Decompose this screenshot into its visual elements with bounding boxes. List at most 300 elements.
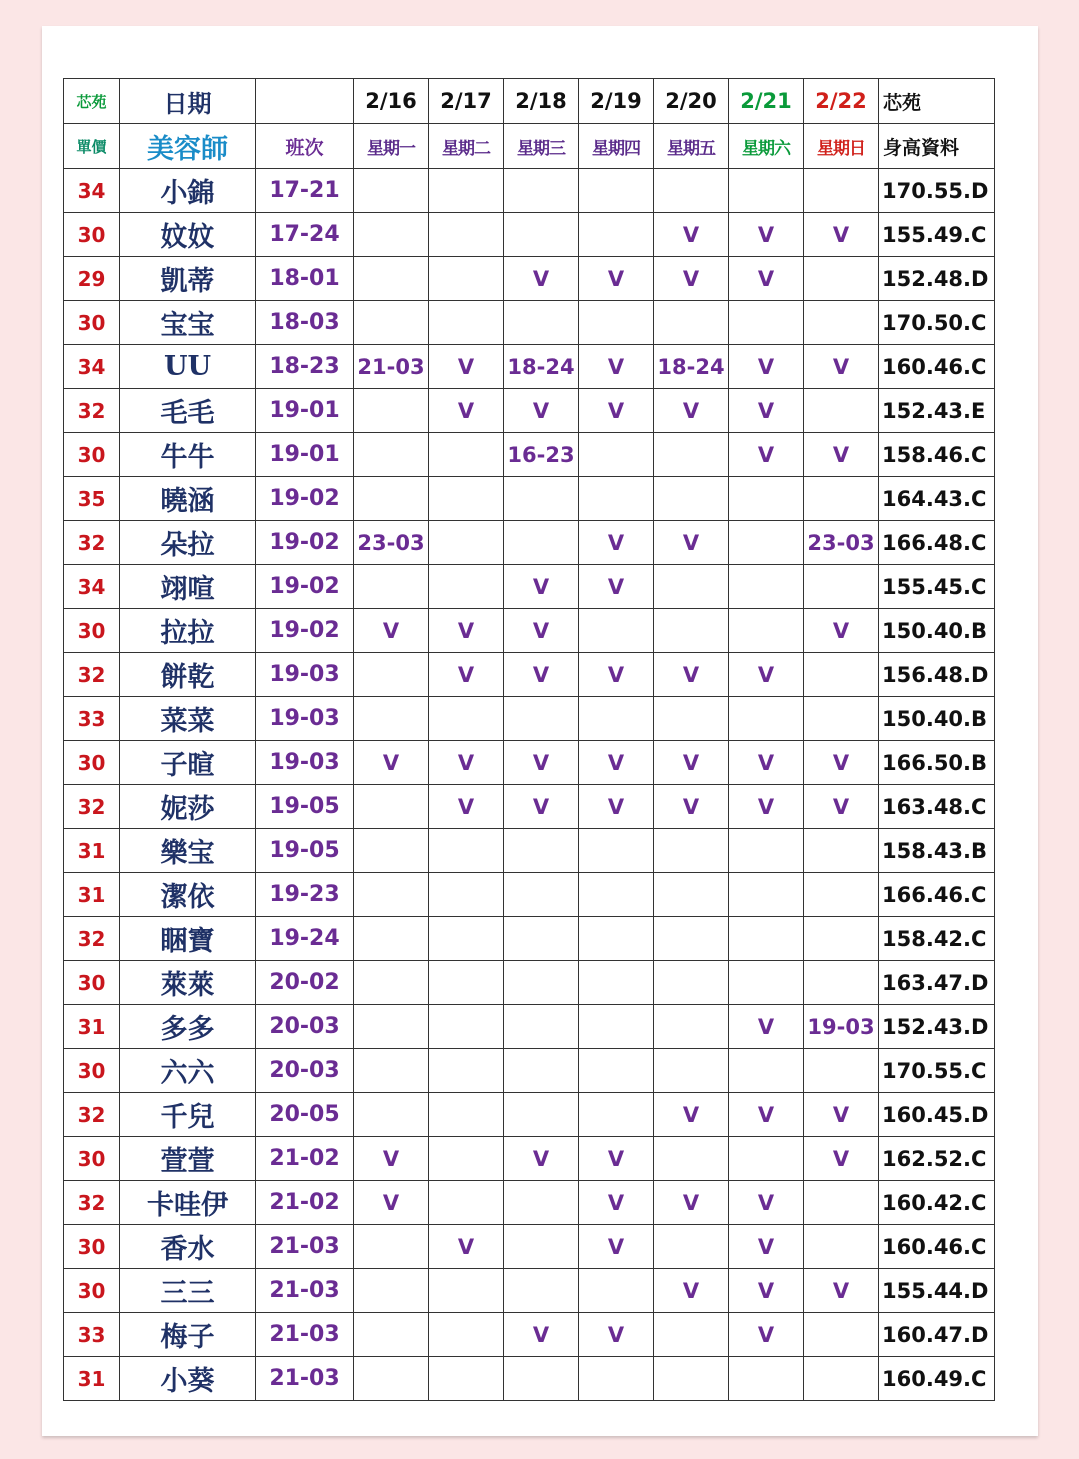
day-availability-cell: V: [729, 1093, 804, 1137]
day-availability-cell: [504, 477, 579, 521]
table-row: [64, 609, 995, 653]
day-availability-cell: [804, 1225, 879, 1269]
day-availability-cell: [504, 1005, 579, 1049]
beautician-name-cell: 三三: [120, 1269, 256, 1313]
table-row: [64, 433, 995, 477]
unit-price-cell: 35: [64, 477, 120, 521]
beautician-name-cell: 菜菜: [120, 697, 256, 741]
shift-cell: 19-03: [256, 741, 354, 785]
date-cell-0: 2/16: [354, 79, 429, 124]
height-info-cell: 158.46.C: [879, 433, 995, 477]
day-availability-cell: [429, 1005, 504, 1049]
day-availability-cell: [504, 521, 579, 565]
day-availability-cell: [429, 433, 504, 477]
height-info-cell: 160.46.C: [879, 345, 995, 389]
day-availability-cell: V: [429, 609, 504, 653]
day-availability-cell: [579, 1269, 654, 1313]
day-availability-cell: V: [504, 257, 579, 301]
day-availability-cell: V: [504, 741, 579, 785]
beautician-name-cell: 六六: [120, 1049, 256, 1093]
day-availability-cell: V: [579, 257, 654, 301]
beautician-name-cell: 牛牛: [120, 433, 256, 477]
unit-price-cell: 31: [64, 829, 120, 873]
unit-price-cell: 33: [64, 1313, 120, 1357]
beautician-label: 美容師: [120, 124, 256, 169]
day-availability-cell: [804, 169, 879, 213]
date-cell-6: 2/22: [804, 79, 879, 124]
day-availability-cell: [654, 433, 729, 477]
day-availability-cell: [579, 433, 654, 477]
day-availability-cell: [354, 301, 429, 345]
day-availability-cell: [579, 961, 654, 1005]
info-top-label: 芯苑: [879, 79, 995, 124]
unit-price-cell: 32: [64, 1093, 120, 1137]
unit-price-cell: 31: [64, 1357, 120, 1401]
day-availability-cell: [579, 213, 654, 257]
beautician-name-cell: 子暄: [120, 741, 256, 785]
beautician-name-cell: 餅乾: [120, 653, 256, 697]
day-availability-cell: V: [579, 741, 654, 785]
height-info-cell: 150.40.B: [879, 697, 995, 741]
day-availability-cell: [729, 697, 804, 741]
shift-cell: 19-03: [256, 697, 354, 741]
beautician-name-cell: 卡哇伊: [120, 1181, 256, 1225]
day-availability-cell: [354, 697, 429, 741]
unit-price-cell: 32: [64, 1181, 120, 1225]
height-info-cell: 158.43.B: [879, 829, 995, 873]
shift-cell: 21-03: [256, 1269, 354, 1313]
day-availability-cell: [504, 1093, 579, 1137]
day-availability-cell: [729, 1049, 804, 1093]
day-availability-cell: [654, 917, 729, 961]
beautician-name-cell: 潔依: [120, 873, 256, 917]
day-availability-cell: V: [804, 1093, 879, 1137]
table-row: [64, 1137, 995, 1181]
shift-cell: 19-02: [256, 565, 354, 609]
table-row: [64, 565, 995, 609]
day-availability-cell: [579, 917, 654, 961]
unit-price-cell: 30: [64, 609, 120, 653]
day-availability-cell: [504, 1225, 579, 1269]
day-availability-cell: [579, 477, 654, 521]
day-availability-cell: 18-24: [654, 345, 729, 389]
day-availability-cell: [429, 1357, 504, 1401]
day-availability-cell: V: [504, 1137, 579, 1181]
table-row: [64, 477, 995, 521]
day-availability-cell: V: [429, 389, 504, 433]
day-availability-cell: [504, 697, 579, 741]
height-info-cell: 160.45.D: [879, 1093, 995, 1137]
day-availability-cell: [654, 1357, 729, 1401]
day-availability-cell: [579, 873, 654, 917]
day-availability-cell: [729, 301, 804, 345]
height-info-cell: 170.55.C: [879, 1049, 995, 1093]
day-availability-cell: [804, 1357, 879, 1401]
height-info-cell: 163.48.C: [879, 785, 995, 829]
day-availability-cell: V: [804, 785, 879, 829]
day-availability-cell: V: [804, 213, 879, 257]
day-availability-cell: [504, 873, 579, 917]
day-availability-cell: 19-03: [804, 1005, 879, 1049]
day-availability-cell: [504, 169, 579, 213]
unit-price-cell: 31: [64, 873, 120, 917]
shift-cell: 21-02: [256, 1181, 354, 1225]
day-availability-cell: V: [654, 1093, 729, 1137]
shift-cell: 19-24: [256, 917, 354, 961]
date-cell-4: 2/20: [654, 79, 729, 124]
day-availability-cell: [504, 1049, 579, 1093]
table-row: [64, 1093, 995, 1137]
table-row: [64, 653, 995, 697]
day-availability-cell: [504, 961, 579, 1005]
day-availability-cell: [729, 477, 804, 521]
day-availability-cell: [654, 961, 729, 1005]
beautician-name-cell: 宝宝: [120, 301, 256, 345]
day-availability-cell: [579, 1093, 654, 1137]
day-availability-cell: [804, 1313, 879, 1357]
day-availability-cell: [579, 1049, 654, 1093]
day-availability-cell: [804, 917, 879, 961]
day-availability-cell: [654, 1225, 729, 1269]
day-availability-cell: V: [579, 389, 654, 433]
day-availability-cell: [429, 1093, 504, 1137]
day-availability-cell: V: [654, 653, 729, 697]
beautician-name-cell: 小錦: [120, 169, 256, 213]
day-availability-cell: V: [729, 1269, 804, 1313]
unit-price-cell: 32: [64, 785, 120, 829]
day-availability-cell: V: [354, 1137, 429, 1181]
day-availability-cell: V: [654, 257, 729, 301]
day-availability-cell: [729, 1137, 804, 1181]
day-availability-cell: V: [654, 1181, 729, 1225]
shift-cell: 19-03: [256, 653, 354, 697]
day-availability-cell: V: [354, 741, 429, 785]
day-availability-cell: [429, 213, 504, 257]
day-availability-cell: [354, 389, 429, 433]
day-availability-cell: 16-23: [504, 433, 579, 477]
weekday-cell-2: 星期三: [504, 124, 579, 169]
unit-price-label: 單價: [64, 124, 120, 169]
day-availability-cell: [654, 873, 729, 917]
day-availability-cell: [729, 169, 804, 213]
day-availability-cell: [729, 609, 804, 653]
beautician-name-cell: 曉涵: [120, 477, 256, 521]
shift-cell: 19-01: [256, 433, 354, 477]
day-availability-cell: [729, 917, 804, 961]
table-row: [64, 1357, 995, 1401]
day-availability-cell: [579, 1357, 654, 1401]
schedule-table: [63, 78, 995, 1401]
day-availability-cell: [729, 521, 804, 565]
day-availability-cell: [429, 1313, 504, 1357]
height-info-cell: 164.43.C: [879, 477, 995, 521]
day-availability-cell: [579, 301, 654, 345]
day-availability-cell: [654, 565, 729, 609]
day-availability-cell: V: [804, 433, 879, 477]
unit-price-cell: 30: [64, 1225, 120, 1269]
day-availability-cell: V: [729, 653, 804, 697]
day-availability-cell: V: [579, 1313, 654, 1357]
beautician-name-cell: 拉拉: [120, 609, 256, 653]
unit-price-cell: 34: [64, 169, 120, 213]
unit-price-cell: 30: [64, 213, 120, 257]
day-availability-cell: [729, 1357, 804, 1401]
unit-price-cell: 34: [64, 345, 120, 389]
beautician-name-cell: 妏妏: [120, 213, 256, 257]
weekday-cell-1: 星期二: [429, 124, 504, 169]
unit-price-cell: 32: [64, 917, 120, 961]
unit-price-cell: 29: [64, 257, 120, 301]
day-availability-cell: V: [654, 785, 729, 829]
day-availability-cell: [354, 1093, 429, 1137]
day-availability-cell: [429, 1049, 504, 1093]
day-availability-cell: V: [729, 389, 804, 433]
unit-price-cell: 32: [64, 653, 120, 697]
beautician-name-cell: 樂宝: [120, 829, 256, 873]
unit-price-cell: 32: [64, 389, 120, 433]
day-availability-cell: [354, 1005, 429, 1049]
day-availability-cell: [429, 565, 504, 609]
height-info-cell: 160.46.C: [879, 1225, 995, 1269]
day-availability-cell: [654, 1005, 729, 1049]
date-label: 日期: [120, 79, 256, 124]
unit-price-cell: 30: [64, 961, 120, 1005]
day-availability-cell: V: [729, 1181, 804, 1225]
day-availability-cell: [504, 829, 579, 873]
day-availability-cell: V: [579, 1137, 654, 1181]
day-availability-cell: V: [729, 785, 804, 829]
day-availability-cell: [429, 873, 504, 917]
table-row: [64, 345, 995, 389]
day-availability-cell: [354, 917, 429, 961]
day-availability-cell: V: [504, 609, 579, 653]
day-availability-cell: [354, 565, 429, 609]
beautician-name-cell: 翊喧: [120, 565, 256, 609]
beautician-name-cell: 毛毛: [120, 389, 256, 433]
day-availability-cell: [729, 961, 804, 1005]
weekday-cell-4: 星期五: [654, 124, 729, 169]
day-availability-cell: V: [804, 345, 879, 389]
day-availability-cell: [429, 961, 504, 1005]
day-availability-cell: V: [354, 609, 429, 653]
day-availability-cell: V: [729, 1005, 804, 1049]
day-availability-cell: [504, 1269, 579, 1313]
height-info-cell: 170.55.D: [879, 169, 995, 213]
height-info-cell: 155.49.C: [879, 213, 995, 257]
shift-cell: 19-02: [256, 609, 354, 653]
day-availability-cell: [654, 1137, 729, 1181]
height-info-cell: 155.44.D: [879, 1269, 995, 1313]
table-row: [64, 1005, 995, 1049]
day-availability-cell: [504, 1181, 579, 1225]
table-row: [64, 521, 995, 565]
day-availability-cell: V: [429, 785, 504, 829]
table-row: [64, 1049, 995, 1093]
day-availability-cell: 23-03: [354, 521, 429, 565]
unit-price-cell: 30: [64, 433, 120, 477]
day-availability-cell: [729, 829, 804, 873]
table-row: [64, 873, 995, 917]
table-row: [64, 785, 995, 829]
beautician-name-cell: 朵拉: [120, 521, 256, 565]
table-row: [64, 697, 995, 741]
shift-cell: 18-01: [256, 257, 354, 301]
day-availability-cell: [804, 301, 879, 345]
height-info-cell: 160.47.D: [879, 1313, 995, 1357]
day-availability-cell: [654, 697, 729, 741]
day-availability-cell: V: [429, 653, 504, 697]
day-availability-cell: [504, 1357, 579, 1401]
shift-cell: 19-02: [256, 521, 354, 565]
day-availability-cell: V: [654, 389, 729, 433]
day-availability-cell: V: [729, 345, 804, 389]
weekday-cell-5: 星期六: [729, 124, 804, 169]
height-info-cell: 170.50.C: [879, 301, 995, 345]
table-row: [64, 1225, 995, 1269]
day-availability-cell: [354, 1357, 429, 1401]
day-availability-cell: [804, 1049, 879, 1093]
height-info-cell: 155.45.C: [879, 565, 995, 609]
day-availability-cell: V: [729, 213, 804, 257]
day-availability-cell: V: [804, 1137, 879, 1181]
day-availability-cell: 21-03: [354, 345, 429, 389]
day-availability-cell: [804, 653, 879, 697]
table-row: [64, 389, 995, 433]
height-info-cell: 166.46.C: [879, 873, 995, 917]
table-row: [64, 213, 995, 257]
day-availability-cell: 23-03: [804, 521, 879, 565]
shift-cell: 21-03: [256, 1313, 354, 1357]
day-availability-cell: V: [579, 1181, 654, 1225]
day-availability-cell: V: [579, 345, 654, 389]
shift-cell: 19-02: [256, 477, 354, 521]
day-availability-cell: [804, 389, 879, 433]
weekday-cell-3: 星期四: [579, 124, 654, 169]
beautician-name-cell: 萱萱: [120, 1137, 256, 1181]
beautician-name-cell: 妮莎: [120, 785, 256, 829]
table-row: [64, 829, 995, 873]
day-availability-cell: V: [579, 521, 654, 565]
day-availability-cell: V: [504, 565, 579, 609]
day-availability-cell: V: [579, 653, 654, 697]
corner-top-label: 芯苑: [64, 79, 120, 124]
table-row: [64, 1313, 995, 1357]
day-availability-cell: [579, 697, 654, 741]
height-info-cell: 166.50.B: [879, 741, 995, 785]
height-info-cell: 160.42.C: [879, 1181, 995, 1225]
date-cell-1: 2/17: [429, 79, 504, 124]
day-availability-cell: V: [729, 1225, 804, 1269]
unit-price-cell: 30: [64, 741, 120, 785]
unit-price-cell: 30: [64, 1049, 120, 1093]
day-availability-cell: [354, 785, 429, 829]
date-cell-5: 2/21: [729, 79, 804, 124]
day-availability-cell: [654, 1313, 729, 1357]
day-availability-cell: [354, 1049, 429, 1093]
day-availability-cell: V: [804, 741, 879, 785]
day-availability-cell: [354, 213, 429, 257]
day-availability-cell: V: [654, 1269, 729, 1313]
day-availability-cell: V: [729, 433, 804, 477]
height-info-cell: 156.48.D: [879, 653, 995, 697]
shift-cell: 21-02: [256, 1137, 354, 1181]
shift-cell: 17-24: [256, 213, 354, 257]
day-availability-cell: [429, 477, 504, 521]
day-availability-cell: [354, 653, 429, 697]
day-availability-cell: [504, 301, 579, 345]
day-availability-cell: [354, 873, 429, 917]
unit-price-cell: 33: [64, 697, 120, 741]
day-availability-cell: [579, 169, 654, 213]
shift-cell: 19-05: [256, 785, 354, 829]
unit-price-cell: 30: [64, 1137, 120, 1181]
shift-cell: 19-05: [256, 829, 354, 873]
day-availability-cell: [579, 829, 654, 873]
shift-cell: 18-23: [256, 345, 354, 389]
header-row-weekdays: [64, 124, 995, 169]
table-row: [64, 741, 995, 785]
height-info-cell: 163.47.D: [879, 961, 995, 1005]
day-availability-cell: V: [804, 1269, 879, 1313]
day-availability-cell: V: [504, 653, 579, 697]
day-availability-cell: [654, 609, 729, 653]
shift-cell: 21-03: [256, 1225, 354, 1269]
shift-cell: 20-05: [256, 1093, 354, 1137]
day-availability-cell: [354, 257, 429, 301]
shift-cell: 19-01: [256, 389, 354, 433]
day-availability-cell: V: [429, 1225, 504, 1269]
day-availability-cell: V: [579, 565, 654, 609]
day-availability-cell: [354, 1269, 429, 1313]
day-availability-cell: [654, 1049, 729, 1093]
table-row: [64, 257, 995, 301]
header-row-dates: [64, 79, 995, 124]
day-availability-cell: V: [504, 785, 579, 829]
day-availability-cell: [804, 1181, 879, 1225]
shift-cell: 17-21: [256, 169, 354, 213]
day-availability-cell: [429, 257, 504, 301]
header-blank-cell: [256, 79, 354, 124]
day-availability-cell: [804, 873, 879, 917]
height-info-cell: 152.48.D: [879, 257, 995, 301]
unit-price-cell: 32: [64, 521, 120, 565]
height-info-cell: 152.43.E: [879, 389, 995, 433]
beautician-name-cell: UU: [120, 345, 256, 389]
unit-price-cell: 34: [64, 565, 120, 609]
day-availability-cell: [429, 169, 504, 213]
day-availability-cell: [429, 301, 504, 345]
day-availability-cell: [429, 1137, 504, 1181]
day-availability-cell: [354, 477, 429, 521]
shift-cell: 20-02: [256, 961, 354, 1005]
day-availability-cell: [429, 521, 504, 565]
day-availability-cell: [804, 829, 879, 873]
day-availability-cell: V: [504, 389, 579, 433]
unit-price-cell: 30: [64, 1269, 120, 1313]
day-availability-cell: V: [504, 1313, 579, 1357]
shift-label: 班次: [256, 124, 354, 169]
table-row: [64, 169, 995, 213]
day-availability-cell: [654, 301, 729, 345]
height-info-cell: 160.49.C: [879, 1357, 995, 1401]
beautician-name-cell: 萊萊: [120, 961, 256, 1005]
beautician-name-cell: 睏寶: [120, 917, 256, 961]
table-row: [64, 961, 995, 1005]
day-availability-cell: [354, 1313, 429, 1357]
table-row: [64, 917, 995, 961]
day-availability-cell: [354, 433, 429, 477]
day-availability-cell: [429, 1269, 504, 1313]
